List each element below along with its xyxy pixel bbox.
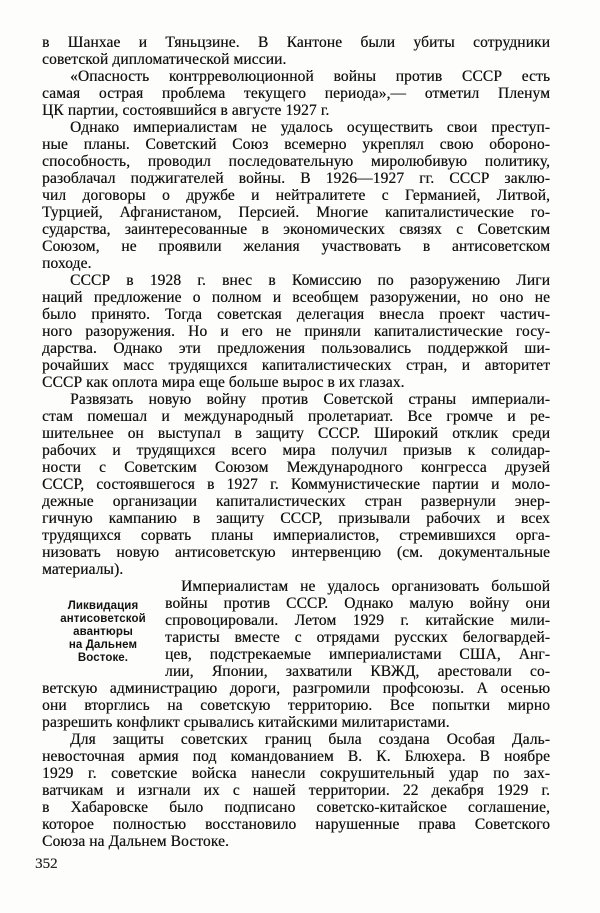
text-line: спровоцировали. Летом 1929 г. китайские мили- [165, 612, 550, 629]
text-line: ные планы. Советский Союз всемерно укреплял свою обороно- [42, 136, 550, 153]
paragraph [42, 391, 550, 578]
text-line: способность, проводил последовательную миролюбивую политику, [42, 153, 550, 170]
text-line: Для защиты советских границ была создана Особая Даль- [70, 731, 550, 748]
text-line: в Шанхае и Тяньцзине. В Кантоне были убиты сотрудники [42, 34, 550, 51]
text-line: материалы). [42, 561, 124, 578]
text-line: стам помешал и международный пролетариат. Все громче и ре- [42, 408, 550, 425]
text-line: гичную кампанию в защиту СССР, призывали рабочих и всех [42, 510, 550, 527]
paragraph [42, 34, 550, 68]
text-line: шительнее он выступал в защиту СССР. Широкий отклик среди [42, 425, 550, 442]
margin-note-line: Востоке. [77, 652, 129, 664]
text-line: Однако империалистам не удалось осуществить свои преступ- [70, 119, 550, 136]
text-line: «Опасность контрреволюционной войны против СССР есть [70, 68, 550, 85]
text-line: наций предложение о полном и всеобщем разоружении, но оно не [42, 289, 550, 306]
paragraph [42, 731, 550, 850]
text-line: рочайших масс трудящихся капиталистических стран, и авторитет [42, 357, 550, 374]
text-line: СССР в 1928 г. внес в Комиссию по разоружению Лиги [70, 272, 550, 289]
text-line: невосточная армия под командованием В. К. Блюхера. В ноябре [42, 748, 550, 765]
text-line: которое полностью восстановило нарушенные права Советского [42, 816, 550, 833]
text-line: цев, подстрекаемые империалистами США, Анг- [165, 646, 550, 663]
margin-note [44, 600, 162, 665]
text-line: дарства. Однако эти предложения пользовались поддержкой ши- [42, 340, 550, 357]
paragraph [42, 272, 550, 391]
text-line: СССР, состоявшегося в 1927 г. Коммунистические партии и моло- [42, 476, 550, 493]
text-line: ЦК партии, состоявшийся в августе 1927 г. [42, 102, 330, 119]
text-line: походе. [42, 255, 92, 272]
text-line: 1929 г. советские войска нанесли сокрушительный удар по зах- [42, 765, 550, 782]
text-line: советской дипломатической миссии. [42, 51, 287, 68]
margin-note-line: на Дальнем [68, 639, 138, 651]
text-line: Турцией, Афганистаном, Персией. Многие капиталистические го- [42, 204, 550, 221]
text-line: ного разоружения. Но и его не приняли капиталистические госу- [42, 323, 550, 340]
text-line: сударства, заинтересованные в экономических связях с Советским [42, 221, 550, 238]
margin-note-line: авантюры [73, 626, 133, 638]
paragraph [42, 578, 550, 731]
text-line: было принято. Тогда советская делегация внесла проект частич- [42, 306, 550, 323]
text-line: ности с Советским Союзом Международного конгресса друзей [42, 459, 550, 476]
text-line: дежные организации капиталистических стран развернули энер- [42, 493, 550, 510]
text-line: чил договоры о дружбе и нейтралитете с Германией, Литвой, [42, 187, 550, 204]
paragraph [42, 119, 550, 272]
text-line: СССР как оплота мира еще больше вырос в их глазах. [42, 374, 405, 391]
text-line: войны против СССР. Однако малую войну они [165, 595, 550, 612]
text-line: рабочих и трудящихся всего мира получил призыв к солидар- [42, 442, 550, 459]
text-line: самая острая проблема текущего периода»,— отметил Пленум [42, 85, 550, 102]
margin-note-line: антисоветской [60, 613, 146, 625]
text-line: таристы вместе с отрядами русских белогвардей- [165, 629, 550, 646]
text-line: низовать новую антисоветскую интервенцию (см. документальные [42, 544, 550, 561]
text-line: Союзом, не проявили желания участвовать в антисоветском [42, 238, 550, 255]
text-line: Союза на Дальнем Востоке. [42, 833, 229, 850]
page-number: 352 [35, 856, 58, 872]
page-text [42, 34, 550, 850]
text-line: ветскую администрацию дороги, разгромили профсоюзы. А осенью [42, 680, 550, 697]
text-line: они вторглись на советскую территорию. Все попытки мирно [42, 697, 550, 714]
text-line: разоблачал поджигателей войны. В 1926—1927 гг. СССР заклю- [42, 170, 550, 187]
margin-note-line: Ликвидация [67, 600, 139, 612]
text-line: разрешить конфликт срывались китайскими милитаристами. [42, 714, 450, 731]
text-line: Развязать новую войну против Советской страны империали- [70, 391, 550, 408]
text-line: Империалистам не удалось организовать большой [181, 578, 550, 595]
text-line: лии, Японии, захватили КВЖД, арестовали со- [165, 663, 550, 680]
text-line: ватчикам и изгнали их с нашей территории. 22 декабря 1929 г. [42, 782, 550, 799]
paragraph [42, 68, 550, 119]
text-line: в Хабаровске было подписано советско-китайское соглашение, [42, 799, 550, 816]
text-line: трудящихся сорвать планы империалистов, стремившихся орга- [42, 527, 550, 544]
